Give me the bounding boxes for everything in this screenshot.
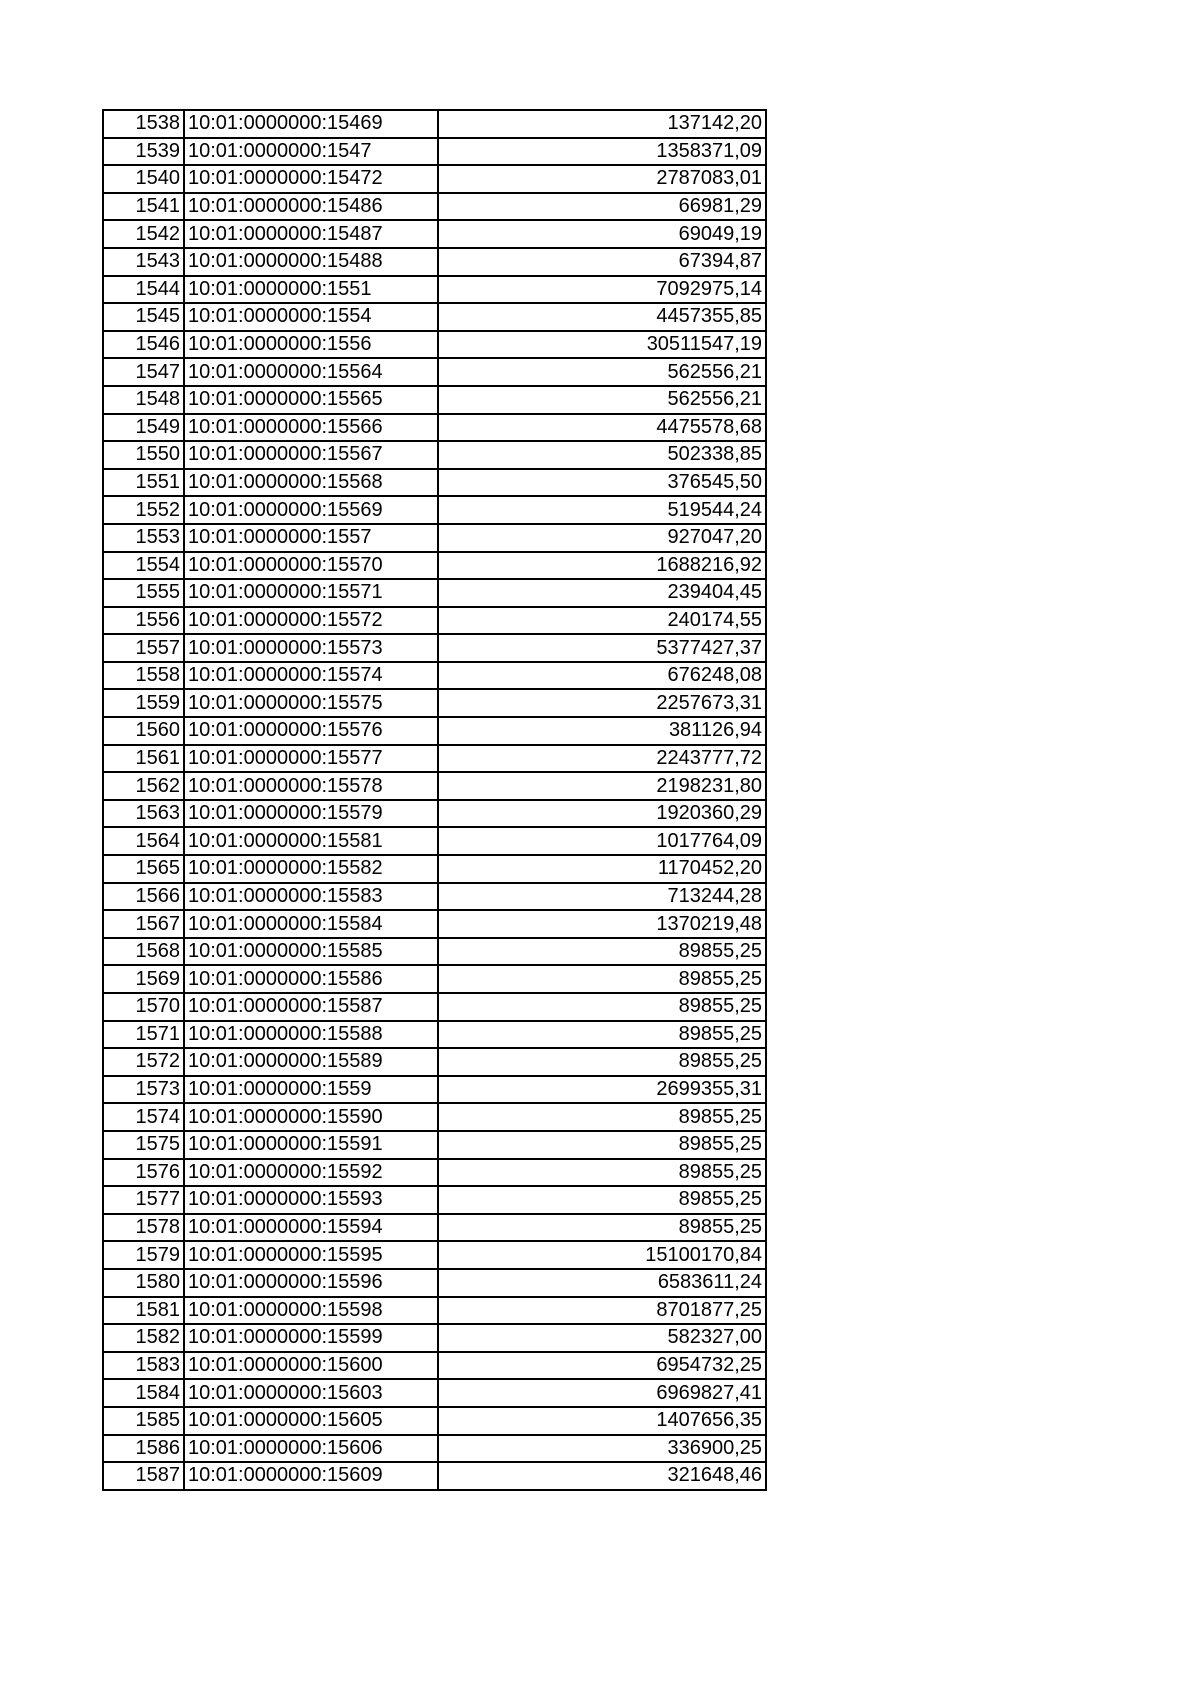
cadastral-number-cell: 10:01:0000000:15587	[184, 993, 438, 1021]
value-cell: 6969827,41	[438, 1379, 766, 1407]
table-row	[103, 303, 766, 331]
value-cell: 89855,25	[438, 1214, 766, 1242]
cadastral-number-cell: 10:01:0000000:15573	[184, 634, 438, 662]
cadastral-number-cell: 10:01:0000000:1557	[184, 524, 438, 552]
row-number-cell: 1571	[103, 1021, 184, 1049]
cadastral-number-cell: 10:01:0000000:15579	[184, 800, 438, 828]
row-number-cell: 1561	[103, 745, 184, 773]
table-row	[103, 1048, 766, 1076]
value-cell: 240174,55	[438, 607, 766, 635]
value-cell: 7092975,14	[438, 276, 766, 304]
row-number-cell: 1555	[103, 579, 184, 607]
table-row	[103, 827, 766, 855]
row-number-cell: 1541	[103, 193, 184, 221]
cadastral-number-cell: 10:01:0000000:15486	[184, 193, 438, 221]
row-number-cell: 1546	[103, 331, 184, 359]
cadastral-number-cell: 10:01:0000000:15593	[184, 1186, 438, 1214]
row-number-cell: 1583	[103, 1352, 184, 1380]
value-cell: 66981,29	[438, 193, 766, 221]
cadastral-number-cell: 10:01:0000000:15569	[184, 496, 438, 524]
value-cell: 1370219,48	[438, 910, 766, 938]
cadastral-number-cell: 10:01:0000000:1547	[184, 138, 438, 166]
row-number-cell: 1543	[103, 248, 184, 276]
value-cell: 137142,20	[438, 110, 766, 138]
table-row	[103, 910, 766, 938]
cadastral-number-cell: 10:01:0000000:15469	[184, 110, 438, 138]
table-row	[103, 138, 766, 166]
table-row	[103, 1021, 766, 1049]
cadastral-number-cell: 10:01:0000000:15566	[184, 414, 438, 442]
row-number-cell: 1548	[103, 386, 184, 414]
row-number-cell: 1560	[103, 717, 184, 745]
value-cell: 676248,08	[438, 662, 766, 690]
value-cell: 4475578,68	[438, 414, 766, 442]
table-row	[103, 193, 766, 221]
cadastral-number-cell: 10:01:0000000:15589	[184, 1048, 438, 1076]
table-row	[103, 276, 766, 304]
value-cell: 6583611,24	[438, 1269, 766, 1297]
cadastral-number-cell: 10:01:0000000:15565	[184, 386, 438, 414]
cadastral-number-cell: 10:01:0000000:15585	[184, 938, 438, 966]
row-number-cell: 1575	[103, 1131, 184, 1159]
table-row	[103, 1103, 766, 1131]
row-number-cell: 1578	[103, 1214, 184, 1242]
table-row	[103, 248, 766, 276]
value-cell: 89855,25	[438, 1048, 766, 1076]
cadastral-number-cell: 10:01:0000000:15598	[184, 1297, 438, 1325]
table-row	[103, 1324, 766, 1352]
table-row	[103, 1241, 766, 1269]
cadastral-number-cell: 10:01:0000000:15564	[184, 358, 438, 386]
table-row	[103, 1159, 766, 1187]
row-number-cell: 1552	[103, 496, 184, 524]
cadastral-number-cell: 10:01:0000000:15584	[184, 910, 438, 938]
value-cell: 89855,25	[438, 1103, 766, 1131]
row-number-cell: 1585	[103, 1407, 184, 1435]
value-cell: 713244,28	[438, 883, 766, 911]
row-number-cell: 1554	[103, 552, 184, 580]
row-number-cell: 1568	[103, 938, 184, 966]
cadastral-number-cell: 10:01:0000000:15582	[184, 855, 438, 883]
table-row	[103, 1407, 766, 1435]
row-number-cell: 1542	[103, 220, 184, 248]
cadastral-number-cell: 10:01:0000000:15594	[184, 1214, 438, 1242]
cadastral-number-cell: 10:01:0000000:15606	[184, 1435, 438, 1463]
cadastral-number-cell: 10:01:0000000:15599	[184, 1324, 438, 1352]
value-cell: 2243777,72	[438, 745, 766, 773]
table-row	[103, 883, 766, 911]
value-cell: 69049,19	[438, 220, 766, 248]
table-row	[103, 165, 766, 193]
table-row	[103, 772, 766, 800]
value-cell: 15100170,84	[438, 1241, 766, 1269]
row-number-cell: 1539	[103, 138, 184, 166]
table-row	[103, 1462, 766, 1490]
cadastral-number-cell: 10:01:0000000:15487	[184, 220, 438, 248]
row-number-cell: 1565	[103, 855, 184, 883]
cadastral-number-cell: 10:01:0000000:15586	[184, 965, 438, 993]
value-cell: 2198231,80	[438, 772, 766, 800]
table-row	[103, 1269, 766, 1297]
row-number-cell: 1563	[103, 800, 184, 828]
row-number-cell: 1562	[103, 772, 184, 800]
value-cell: 89855,25	[438, 938, 766, 966]
cadastral-number-cell: 10:01:0000000:15572	[184, 607, 438, 635]
table-row	[103, 1076, 766, 1104]
value-cell: 2699355,31	[438, 1076, 766, 1104]
data-table	[102, 109, 767, 1491]
row-number-cell: 1550	[103, 441, 184, 469]
cadastral-number-cell: 10:01:0000000:15595	[184, 1241, 438, 1269]
table-row	[103, 524, 766, 552]
row-number-cell: 1577	[103, 1186, 184, 1214]
cadastral-number-cell: 10:01:0000000:15576	[184, 717, 438, 745]
table-row	[103, 358, 766, 386]
table-row	[103, 1131, 766, 1159]
table-row	[103, 469, 766, 497]
row-number-cell: 1549	[103, 414, 184, 442]
row-number-cell: 1557	[103, 634, 184, 662]
cadastral-number-cell: 10:01:0000000:15577	[184, 745, 438, 773]
row-number-cell: 1559	[103, 689, 184, 717]
value-cell: 562556,21	[438, 386, 766, 414]
table-row	[103, 1435, 766, 1463]
table-row	[103, 220, 766, 248]
table-row	[103, 414, 766, 442]
row-number-cell: 1547	[103, 358, 184, 386]
cadastral-number-cell: 10:01:0000000:15581	[184, 827, 438, 855]
value-cell: 2257673,31	[438, 689, 766, 717]
row-number-cell: 1581	[103, 1297, 184, 1325]
value-cell: 89855,25	[438, 1186, 766, 1214]
value-cell: 1358371,09	[438, 138, 766, 166]
row-number-cell: 1574	[103, 1103, 184, 1131]
table-row	[103, 1186, 766, 1214]
table-row	[103, 441, 766, 469]
cadastral-number-cell: 10:01:0000000:15592	[184, 1159, 438, 1187]
table-row	[103, 634, 766, 662]
row-number-cell: 1570	[103, 993, 184, 1021]
value-cell: 1407656,35	[438, 1407, 766, 1435]
table-row	[103, 386, 766, 414]
value-cell: 519544,24	[438, 496, 766, 524]
row-number-cell: 1551	[103, 469, 184, 497]
value-cell: 89855,25	[438, 993, 766, 1021]
cadastral-number-cell: 10:01:0000000:1554	[184, 303, 438, 331]
value-cell: 502338,85	[438, 441, 766, 469]
cadastral-number-cell: 10:01:0000000:15583	[184, 883, 438, 911]
row-number-cell: 1582	[103, 1324, 184, 1352]
value-cell: 1688216,92	[438, 552, 766, 580]
value-cell: 6954732,25	[438, 1352, 766, 1380]
value-cell: 30511547,19	[438, 331, 766, 359]
row-number-cell: 1538	[103, 110, 184, 138]
cadastral-number-cell: 10:01:0000000:15488	[184, 248, 438, 276]
value-cell: 89855,25	[438, 1159, 766, 1187]
cadastral-number-cell: 10:01:0000000:1556	[184, 331, 438, 359]
table-row	[103, 579, 766, 607]
cadastral-number-cell: 10:01:0000000:15574	[184, 662, 438, 690]
value-cell: 582327,00	[438, 1324, 766, 1352]
value-cell: 1170452,20	[438, 855, 766, 883]
row-number-cell: 1564	[103, 827, 184, 855]
row-number-cell: 1587	[103, 1462, 184, 1490]
value-cell: 1017764,09	[438, 827, 766, 855]
row-number-cell: 1558	[103, 662, 184, 690]
value-cell: 2787083,01	[438, 165, 766, 193]
table-row	[103, 496, 766, 524]
table-row	[103, 745, 766, 773]
table-row	[103, 993, 766, 1021]
cadastral-number-cell: 10:01:0000000:15590	[184, 1103, 438, 1131]
value-cell: 89855,25	[438, 1021, 766, 1049]
row-number-cell: 1540	[103, 165, 184, 193]
table-row	[103, 1352, 766, 1380]
table-row	[103, 607, 766, 635]
table-row	[103, 965, 766, 993]
cadastral-number-cell: 10:01:0000000:15568	[184, 469, 438, 497]
row-number-cell: 1567	[103, 910, 184, 938]
cadastral-number-cell: 10:01:0000000:1551	[184, 276, 438, 304]
value-cell: 4457355,85	[438, 303, 766, 331]
row-number-cell: 1586	[103, 1435, 184, 1463]
cadastral-number-cell: 10:01:0000000:15571	[184, 579, 438, 607]
table-row	[103, 800, 766, 828]
table-row	[103, 1214, 766, 1242]
row-number-cell: 1576	[103, 1159, 184, 1187]
table-row	[103, 717, 766, 745]
cadastral-number-cell: 10:01:0000000:1559	[184, 1076, 438, 1104]
cadastral-number-cell: 10:01:0000000:15600	[184, 1352, 438, 1380]
table-row	[103, 110, 766, 138]
row-number-cell: 1579	[103, 1241, 184, 1269]
value-cell: 8701877,25	[438, 1297, 766, 1325]
row-number-cell: 1545	[103, 303, 184, 331]
table-row	[103, 938, 766, 966]
row-number-cell: 1556	[103, 607, 184, 635]
value-cell: 381126,94	[438, 717, 766, 745]
cadastral-number-cell: 10:01:0000000:15591	[184, 1131, 438, 1159]
table-row	[103, 662, 766, 690]
cadastral-number-cell: 10:01:0000000:15605	[184, 1407, 438, 1435]
cadastral-number-cell: 10:01:0000000:15567	[184, 441, 438, 469]
table-row	[103, 1379, 766, 1407]
row-number-cell: 1580	[103, 1269, 184, 1297]
table-body	[103, 110, 766, 1490]
value-cell: 336900,25	[438, 1435, 766, 1463]
table-row	[103, 331, 766, 359]
value-cell: 321648,46	[438, 1462, 766, 1490]
cadastral-number-cell: 10:01:0000000:15472	[184, 165, 438, 193]
table-row	[103, 689, 766, 717]
cadastral-number-cell: 10:01:0000000:15588	[184, 1021, 438, 1049]
cadastral-number-cell: 10:01:0000000:15575	[184, 689, 438, 717]
row-number-cell: 1553	[103, 524, 184, 552]
value-cell: 89855,25	[438, 1131, 766, 1159]
row-number-cell: 1572	[103, 1048, 184, 1076]
cadastral-number-cell: 10:01:0000000:15603	[184, 1379, 438, 1407]
cadastral-number-cell: 10:01:0000000:15609	[184, 1462, 438, 1490]
cadastral-number-cell: 10:01:0000000:15578	[184, 772, 438, 800]
row-number-cell: 1566	[103, 883, 184, 911]
value-cell: 376545,50	[438, 469, 766, 497]
row-number-cell: 1584	[103, 1379, 184, 1407]
row-number-cell: 1544	[103, 276, 184, 304]
table-row	[103, 855, 766, 883]
value-cell: 89855,25	[438, 965, 766, 993]
row-number-cell: 1573	[103, 1076, 184, 1104]
table-row	[103, 1297, 766, 1325]
value-cell: 5377427,37	[438, 634, 766, 662]
value-cell: 1920360,29	[438, 800, 766, 828]
cadastral-number-cell: 10:01:0000000:15570	[184, 552, 438, 580]
table-row	[103, 552, 766, 580]
value-cell: 239404,45	[438, 579, 766, 607]
value-cell: 67394,87	[438, 248, 766, 276]
cadastral-number-cell: 10:01:0000000:15596	[184, 1269, 438, 1297]
value-cell: 562556,21	[438, 358, 766, 386]
row-number-cell: 1569	[103, 965, 184, 993]
value-cell: 927047,20	[438, 524, 766, 552]
